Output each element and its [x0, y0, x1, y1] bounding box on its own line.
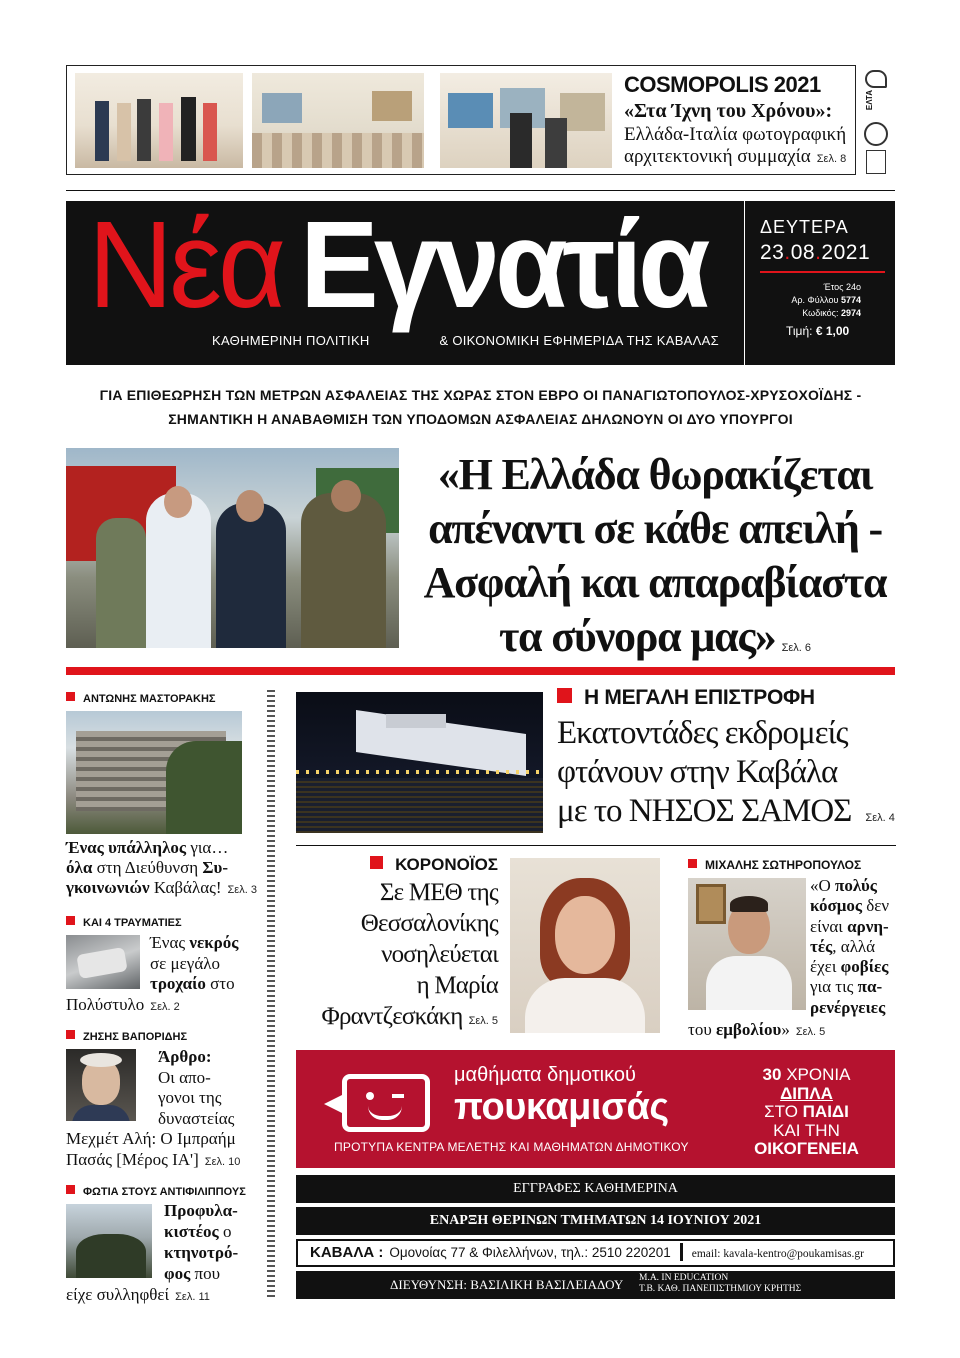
masthead[interactable]	[66, 195, 895, 365]
sidebar-1-photo[interactable]	[66, 711, 242, 834]
covid-headline-line3: νοσηλεύεται	[381, 941, 498, 968]
issue-code: Κωδικός: 2974	[802, 308, 861, 318]
doctor-story[interactable]: «Ο πολύς κόσμος δεν είναι αρνη- τές, αλλά έχει φοβίες για τις πα- ρενέργειες του εμβολίου» Σελ. 5	[688, 876, 890, 1040]
ad-brand-small: μαθήματα δημοτικού	[454, 1064, 636, 1086]
sidebar-4-kicker: ΦΩΤΙΑ ΣΤΟΥΣ ΑΝΤΙΦΙΛΙΠΠΟΥΣ	[66, 1185, 246, 1198]
sidebar-4-headline[interactable]: Προφυλα- κιστέος ο κτηνοτρό- φος που είχε συλληφθεί Σελ. 11	[66, 1201, 239, 1304]
sidebar-2-kicker: ΚΑΙ 4 ΤΡΑΥΜΑΤΙΕΣ	[66, 916, 182, 929]
covid-headline-line4: η Μαρία	[416, 972, 498, 999]
issue-number: Αρ. Φύλλου 5774	[791, 295, 861, 305]
elta-stamp-icon	[864, 122, 888, 146]
covid-kicker: ΚΟΡΟΝΟΪΟΣ	[296, 855, 498, 875]
elta-label: ΕΛΤΑ	[865, 90, 874, 111]
ship-headline-line2: φτάνουν στην Καβάλα	[557, 754, 838, 790]
doctor-page: Σελ. 5	[795, 1026, 826, 1039]
ship-photo[interactable]	[296, 692, 543, 833]
covid-headline-line5: Φραντζεσκάκη	[321, 1003, 463, 1030]
masthead-tagline	[212, 333, 719, 348]
ad-bar-summer: ΕΝΑΡΞΗ ΘΕΡΙΝΩΝ ΤΜΗΜΑΤΩΝ 14 ΙΟΥΝΙΟΥ 2021	[296, 1207, 895, 1235]
lead-kicker-line2: ΣΗΜΑΝΤΙΚΗ Η ΑΝΑΒΑΘΜΙΣΗ ΤΩΝ ΥΠΟΔΟΜΩΝ ΑΣΦΑΛΕΙΑΣ ΔΗΛΩΝΟΥΝ ΟΙ ΔΥΟ ΥΠΟΥΡΓΟΙ	[168, 411, 793, 427]
ship-page: Σελ. 4	[865, 812, 895, 824]
sidebar-separator	[267, 690, 275, 1300]
ad-bar-registrations: ΕΓΓΡΑΦΕΣ ΚΑΘΗΜΕΡΙΝΑ	[296, 1175, 895, 1203]
covid-headline-line1: Σε ΜΕΘ της	[379, 879, 498, 906]
sidebar-3-kicker: ΖΗΣΗΣ ΒΑΠΟΡΙΔΗΣ	[66, 1030, 187, 1043]
tagline-left: ΚΑΘΗΜΕΡΙΝΗ ΠΟΛΙΤΙΚΗ	[212, 333, 370, 348]
ad-bar-director: ΔΙΕΥΘΥΝΣΗ: ΒΑΣΙΛΙΚΗ ΒΑΣΙΛΕΙΑΔΟΥ M.A. IN EDUCATION Τ.Β. ΚΑΘ. ΠΑΝΕΠΙΣΤΗΜΙΟΥ ΚΡΗΤΗΣ	[296, 1271, 895, 1299]
sidebar-1-kicker: ΑΝΤΩΝΗΣ ΜΑΣΤΟΡΑΚΗΣ	[66, 692, 216, 705]
elta-postage-mark	[862, 68, 892, 176]
ad-email[interactable]: email: kavala-kentro@poukamisas.gr	[691, 1248, 864, 1260]
lead-headline[interactable]	[410, 448, 900, 675]
banner-page: Σελ. 8	[816, 153, 847, 165]
covid-headline-line2: Θεσσαλονίκης	[360, 910, 498, 937]
covid-photo[interactable]	[510, 858, 660, 1033]
masthead-name	[88, 197, 706, 333]
lead-photo[interactable]	[66, 448, 399, 648]
elta-barcode-icon	[866, 150, 886, 174]
sidebar-4-page: Σελ. 11	[175, 1291, 210, 1303]
sidebar-1-headline[interactable]: Ένας υπάλληλος για… όλα στη Διεύθυνση Συ- γκοινωνιών Καβάλας! Σελ. 3	[66, 838, 257, 897]
banner-photo-3	[440, 73, 612, 168]
sidebar-1-page: Σελ. 3	[227, 884, 257, 896]
lead-headline-line1: «Η Ελλάδα θωρακίζεται	[437, 450, 873, 499]
lead-headline-line4: τα σύνορα μας»	[498, 612, 776, 661]
covid-story[interactable]	[296, 855, 498, 1037]
ship-kicker: Η ΜΕΓΑΛΗ ΕΠΙΣΤΡΟΦΗ	[557, 686, 897, 710]
banner-line1: Ελλάδα-Ιταλία φωτογραφική	[624, 124, 847, 145]
ad-contact[interactable]: ΚΑΒΑΛΑ : Ομονοίας 77 & Φιλελλήνων, τηλ.: 2510 220201 email: kavala-kentro@poukamisas.gr	[296, 1239, 895, 1267]
ship-headline-line3: με το ΝΗΣΟΣ ΣΑΜΟΣ	[557, 793, 852, 829]
masthead-name-part1: Νέα	[88, 195, 283, 335]
lead-headline-line2: απέναντι σε κάθε απειλή -	[428, 504, 882, 553]
ad-address: Ομονοίας 77 & Φιλελλήνων, τηλ.: 2510 220201	[389, 1245, 671, 1260]
banner-line2: αρχιτεκτονική συμμαχία	[624, 146, 811, 167]
lead-page: Σελ. 6	[781, 642, 812, 654]
issue-date: 23.08.2021	[760, 241, 871, 264]
banner-photo-2	[252, 73, 424, 168]
ship-story[interactable]	[557, 686, 897, 838]
masthead-name-part2: Εγνατία	[300, 195, 706, 335]
ship-headline-line1: Εκατοντάδες εκδρομείς	[557, 715, 848, 751]
banner-photo-1	[75, 73, 243, 168]
tagline-right: & ΟΙΚΟΝΟΜΙΚΗ ΕΦΗΜΕΡΙΔΑ ΤΗΣ ΚΑΒΑΛΑΣ	[439, 333, 719, 348]
doctor-kicker: ΜΙΧΑΛΗΣ ΣΩΤΗΡΟΠΟΥΛΟΣ	[688, 858, 861, 872]
elta-bird-icon	[865, 70, 887, 88]
covid-page: Σελ. 5	[468, 1015, 498, 1027]
banner-subtitle: «Στα Ίχνη του Χρόνου»:	[624, 100, 833, 122]
ad-brand-big: πουκαμισάς	[454, 1086, 669, 1128]
sidebar-3-page: Σελ. 10	[204, 1155, 241, 1168]
lead-kicker-line1: ΓΙΑ ΕΠΙΘΕΩΡΗΣΗ ΤΩΝ ΜΕΤΡΩΝ ΑΣΦΑΛΕΙΑΣ ΤΗΣ ΧΩΡΑΣ ΣΤΟΝ ΕΒΡΟ ΟΙ ΠΑΝΑΓΙΩΤΟΠΟΥΛΟΣ-ΧΡΥΣΟΧΟΪΔΗΣ -	[99, 387, 862, 403]
top-banner[interactable]	[66, 65, 856, 175]
ad-slogan: 30 ΧΡΟΝΙΑ ΔΙΠΛΑ ΣΤΟ ΠΑΙΔΙ ΚΑΙ ΤΗΝ ΟΙΚΟΓΕΝΕΙΑ	[754, 1065, 859, 1158]
ad-strap: ΠΡΟΤΥΠΑ ΚΕΝΤΡΑ ΜΕΛΕΤΗΣ ΚΑΙ ΜΑΘΗΜΑΤΩΝ ΔΗΜΟΤΙΚΟΥ	[334, 1140, 689, 1154]
sidebar-2-headline[interactable]: Ένας νεκρός σε μεγάλο τροχαίο στο Πολύστυλο Σελ. 2	[66, 933, 239, 1014]
issue-year: Έτος 24ο	[823, 282, 861, 292]
lead-kicker	[66, 383, 895, 431]
section-divider	[66, 667, 895, 675]
lead-headline-line3: Ασφαλή και απαραβίαστα	[423, 558, 887, 607]
banner-title: COSMOPOLIS 2021	[624, 72, 821, 97]
sidebar-3-headline[interactable]: Άρθρο: Οι απο- γονοι της δυναστείας Μεχμέτ Αλή: Ο Ιμπραήμ Πασάς [Μέρος ΙΑ'] Σελ. 10	[66, 1047, 241, 1169]
pencil-tablet-icon	[324, 1072, 432, 1134]
sidebar-2-page: Σελ. 2	[150, 1000, 180, 1013]
issue-price: Τιμή: € 1,00	[786, 324, 850, 338]
issue-day: ΔΕΥΤΕΡΑ	[760, 217, 849, 237]
advert-banner[interactable]	[296, 1050, 895, 1168]
